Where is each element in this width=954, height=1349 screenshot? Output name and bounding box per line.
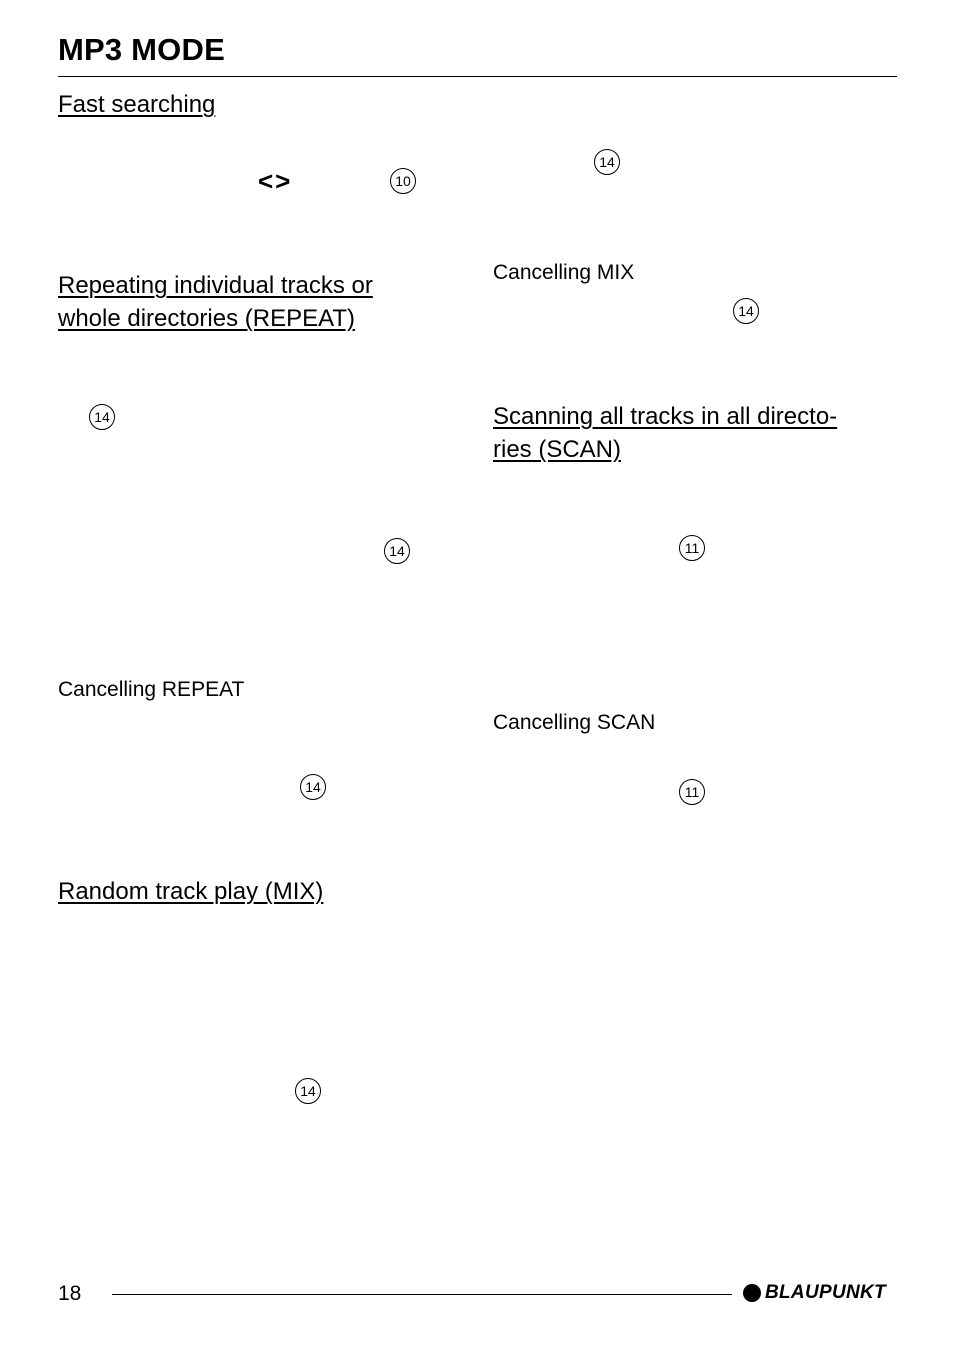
- brand-dot-icon: [743, 1284, 761, 1302]
- scan-heading-line2: ries (SCAN): [493, 436, 622, 463]
- cancel-mix-heading: Cancelling MIX: [493, 261, 635, 284]
- ref-marker: 14: [300, 774, 326, 800]
- title-divider: [58, 76, 897, 77]
- repeat-heading-line1: Repeating individual tracks or: [58, 272, 373, 299]
- brand-name: BLAUPUNKT: [765, 1282, 886, 1303]
- footer-divider: [112, 1294, 732, 1295]
- page-number: 18: [58, 1282, 82, 1305]
- ref-marker: 14: [594, 149, 620, 175]
- page-title: MP3 MODE: [58, 32, 225, 67]
- fast-searching-heading: Fast searching: [58, 91, 216, 118]
- repeat-heading: [58, 269, 373, 335]
- ref-marker: 10: [390, 168, 416, 194]
- cancel-repeat-heading: Cancelling REPEAT: [58, 678, 245, 701]
- ref-marker: 14: [89, 404, 115, 430]
- ref-marker: 11: [679, 779, 705, 805]
- repeat-heading-line2: whole directories (REPEAT): [58, 305, 355, 332]
- ref-marker: 14: [295, 1078, 321, 1104]
- seek-arrows-label: <>: [258, 166, 293, 196]
- ref-marker: 11: [679, 535, 705, 561]
- mix-heading: Random track play (MIX): [58, 878, 324, 905]
- cancel-scan-heading: Cancelling SCAN: [493, 711, 656, 734]
- scan-heading-line1: Scanning all tracks in all directo-: [493, 403, 838, 430]
- ref-marker: 14: [733, 298, 759, 324]
- brand-logo: [743, 1282, 886, 1304]
- ref-marker: 14: [384, 538, 410, 564]
- scan-heading: [493, 400, 837, 466]
